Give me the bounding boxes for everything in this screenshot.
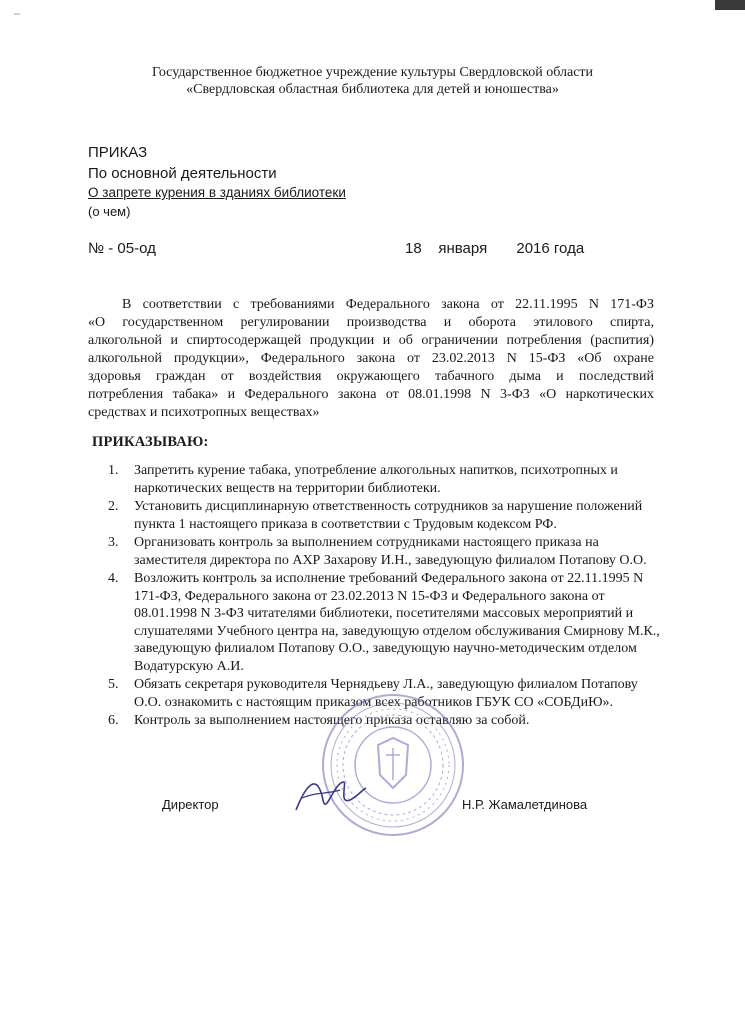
- organization-line-2: «Свердловская областная библиотека для детей и юношества»: [186, 82, 559, 97]
- scan-corner-mark: [715, 0, 745, 10]
- order-heading: ПРИКАЗЫВАЮ:: [92, 434, 209, 450]
- order-item: [108, 570, 668, 675]
- order-item-number: 2.: [108, 499, 119, 514]
- order-item-number: 6.: [108, 713, 119, 728]
- handwritten-signature: [288, 770, 368, 820]
- order-item: [108, 498, 668, 533]
- preamble-line: потребления табака» и Федерального закона от 08.01.1998 N 3-ФЗ «О наркотических: [88, 387, 654, 402]
- organization-line-1: Государственное бюджетное учреждение культуры Свердловской области: [151, 65, 594, 80]
- order-item-text: Установить дисциплинарную ответственность сотрудников за нарушение положений пункта 1 настоящего приказа в соответствии с Трудовым кодексом РФ.: [134, 499, 643, 532]
- document-date: 18 января 2016 года: [405, 240, 585, 257]
- scan-speck: [14, 13, 20, 15]
- document-subject: О запрете курения в зданиях библиотеки: [88, 185, 346, 200]
- preamble-line: алкогольной продукции», Федерального закона от 23.02.2013 N 15-ФЗ «Об охране: [88, 351, 654, 366]
- document-category: По основной деятельности: [88, 165, 277, 182]
- document-number: № - 05-од: [88, 240, 156, 257]
- order-item-number: 1.: [108, 463, 119, 478]
- order-item-number: 3.: [108, 535, 119, 550]
- order-item-number: 5.: [108, 677, 119, 692]
- preamble: [88, 296, 654, 422]
- preamble-line: средствах и психотропных веществах»: [88, 405, 320, 420]
- signatory-name: Н.Р. Жамалетдинова: [462, 797, 588, 812]
- signature-title: Директор: [162, 797, 219, 812]
- preamble-line: здоровья граждан от воздействия окружающего табачного дыма и последствий: [88, 369, 654, 384]
- order-item-text: Обязать секретаря руководителя Чернядьеву Л.А., заведующую филиалом Потапову О.О. ознакомить с настоящим приказом всех работников ГБУК СО «СОБДиЮ».: [134, 677, 638, 710]
- order-item-text: Запретить курение табака, употребление алкогольных напитков, психотропных и наркотических веществ на территории библиотеки.: [134, 463, 618, 496]
- order-item-text: Возложить контроль за исполнение требований Федерального закона от 22.11.1995 N 171-ФЗ, Федерального закона от 23.02.2013 N 15-ФЗ и Федерального закона от 08.01.1998 N 3-ФЗ читателями библиотеки, посетителями массовых мероприятий и слушателями Учебного центра на, заведующую отделом обслуживания Смирнову М.К., заведующую филиалом Потапову О.О., заведующую научно-методическим отделом Водатурскую А.И.: [134, 571, 660, 674]
- order-item: [108, 462, 668, 497]
- document-type: ПРИКАЗ: [88, 144, 148, 161]
- order-item-text: Контроль за выполнением настоящего приказа оставляю за собой.: [134, 713, 530, 728]
- order-item-number: 4.: [108, 571, 119, 586]
- preamble-line: алкогольной и спиртосодержащей продукции и об ограничении потребления (распития): [88, 333, 654, 348]
- preamble-line: В соответствии с требованиями Федерального закона от 22.11.1995 N 171-ФЗ: [122, 297, 654, 312]
- preamble-line: «О государственном регулировании производства и оборота этилового спирта,: [88, 315, 654, 330]
- order-item: [108, 534, 668, 569]
- document-subject-hint: (о чем): [88, 204, 131, 219]
- order-item-text: Организовать контроль за выполнением сотрудниками настоящего приказа на заместителя директора по АХР Захарову И.Н., заведующую филиалом Потапову О.О.: [134, 535, 647, 568]
- organization-header: [0, 64, 745, 98]
